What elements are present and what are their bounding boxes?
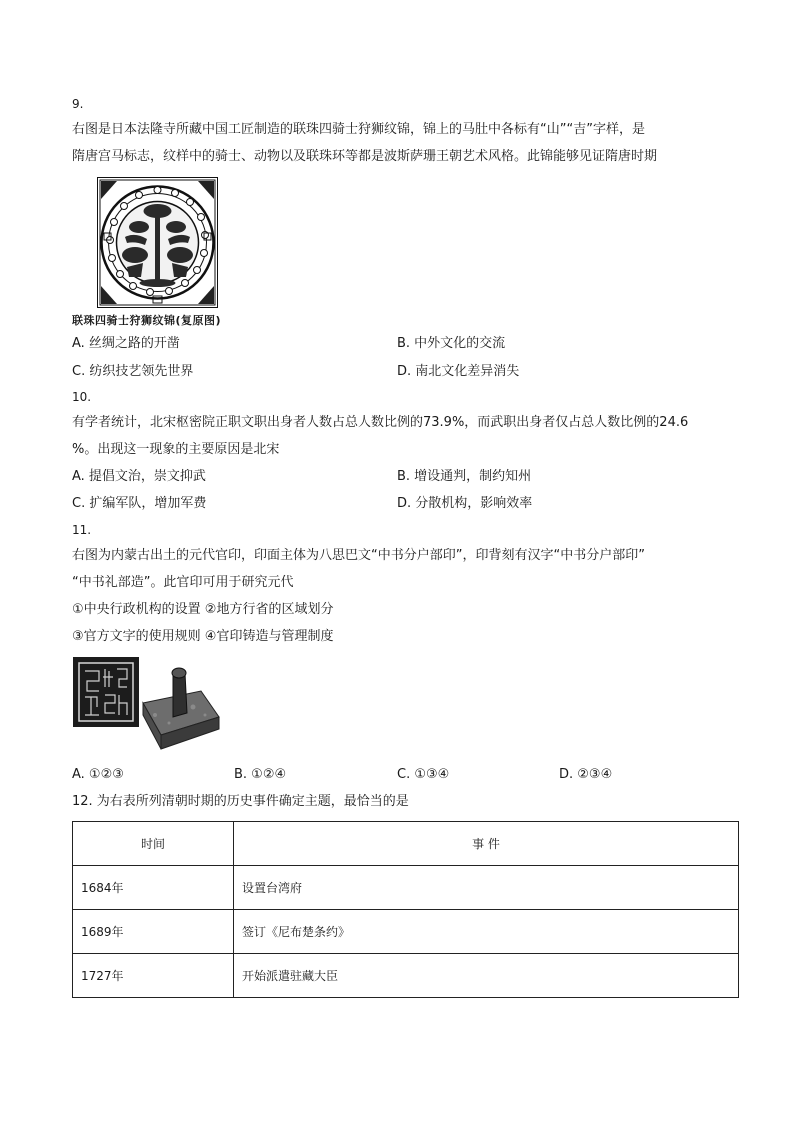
q12-stem: 12. 为右表所列清朝时期的历史事件确定主题，最恰当的是	[72, 794, 409, 809]
q10-stem-line1: 有学者统计，北宋枢密院正职文职出身者人数占总人数比例的73.9%，而武职出身者仅占总人数比例的24.6	[72, 415, 689, 430]
q11-option-a[interactable]: A. ①②③	[72, 767, 124, 782]
q9-option-a[interactable]: A. 丝绸之路的开凿	[72, 336, 180, 351]
q10-option-c[interactable]: C. 扩编军队，增加军费	[72, 496, 207, 511]
q10-option-a[interactable]: A. 提倡文治，崇文抑武	[72, 469, 206, 484]
q11-option-c[interactable]: C. ①③④	[397, 767, 450, 782]
q11-option-d[interactable]: D. ②③④	[559, 767, 613, 782]
q9-option-c[interactable]: C. 纺织技艺领先世界	[72, 364, 194, 379]
q10-option-b[interactable]: B. 增设通判，制约知州	[397, 469, 532, 484]
table-cell-event: 设置台湾府	[234, 866, 739, 910]
q9-stem-line2: 隋唐宫马标志，纹样中的骑士、动物以及联珠环等都是波斯萨珊王朝艺术风格。此锦能够见证隋唐时期	[72, 149, 658, 164]
q10-stem-line2: %。出现这一现象的主要原因是北宋	[72, 442, 280, 457]
table-cell-time: 1727年	[73, 954, 234, 998]
q10-option-d[interactable]: D. 分散机构，影响效率	[397, 496, 533, 511]
table-cell-time: 1689年	[73, 910, 234, 954]
q9-stem-line1: 右图是日本法隆寺所藏中国工匠制造的联珠四骑士狩狮纹锦，锦上的马肚中各标有“山”“吉”字样，是	[72, 122, 645, 137]
table-header-row	[73, 822, 739, 866]
table-cell-event: 开始派遣驻藏大臣	[234, 954, 739, 998]
q12-events-table	[72, 821, 739, 998]
q10-number: 10.	[72, 390, 92, 404]
q9-number: 9.	[72, 97, 84, 111]
table-cell-event: 签订《尼布楚条约》	[234, 910, 739, 954]
q11-option-b[interactable]: B. ①②④	[234, 767, 287, 782]
q11-number: 11.	[72, 523, 92, 537]
q11-stem-line2: “中书礼部造”。此官印可用于研究元代	[72, 575, 294, 590]
q9-option-d[interactable]: D. 南北文化差异消失	[397, 364, 520, 379]
brocade-figure	[97, 177, 218, 308]
table-header-event: 事 件	[234, 822, 739, 866]
q9-figure-caption: 联珠四骑士狩狮纹锦(复原图)	[72, 314, 222, 327]
table-header-time: 时间	[73, 822, 234, 866]
table-row	[73, 866, 739, 910]
q9-option-b[interactable]: B. 中外文化的交流	[397, 336, 506, 351]
q11-statement-line1: ①中央行政机构的设置 ②地方行省的区域划分	[72, 602, 334, 617]
table-row	[73, 910, 739, 954]
q11-stem-line1: 右图为内蒙古出土的元代官印，印面主体为八思巴文“中书分户部印”，印背刻有汉字“中书分户部印”	[72, 548, 645, 563]
q11-statement-line2: ③官方文字的使用规则 ④官印铸造与管理制度	[72, 629, 334, 644]
official-seal-figure	[73, 657, 223, 755]
table-cell-time: 1684年	[73, 866, 234, 910]
table-row	[73, 954, 739, 998]
